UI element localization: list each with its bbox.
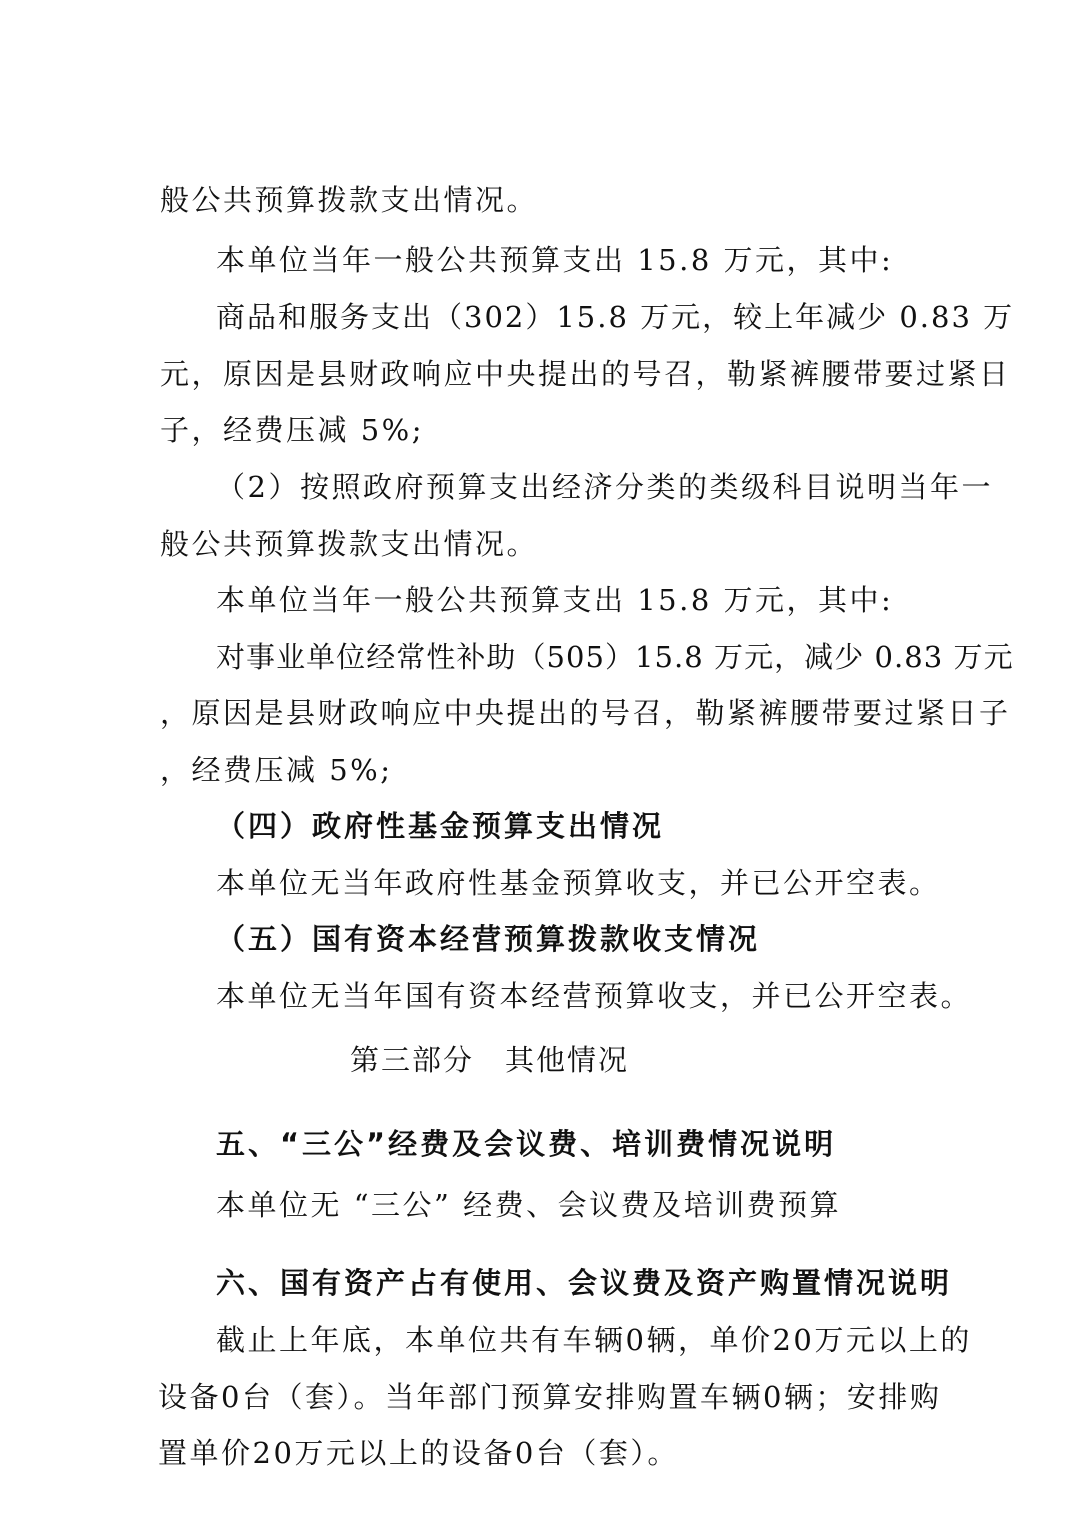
paragraph-line: 商品和服务支出（302）15.8 万元，较上年减少 0.83 万 <box>216 300 1015 334</box>
paragraph-line: 本单位无当年政府性基金预算收支，并已公开空表。 <box>216 866 941 900</box>
section-heading: （四）政府性基金预算支出情况 <box>216 809 665 843</box>
paragraph-line: ，原因是县财政响应中央提出的号召，勒紧裤腰带要过紧日子 <box>160 696 1011 730</box>
section-heading: 六、国有资产占有使用、会议费及资产购置情况说明 <box>216 1266 953 1300</box>
paragraph-line: 本单位当年一般公共预算支出 15.8 万元，其中: <box>216 583 894 617</box>
paragraph-line: 截止上年底，本单位共有车辆0辆，单价20万元以上的 <box>216 1323 972 1357</box>
paragraph-line: 元，原因是县财政响应中央提出的号召，勒紧裤腰带要过紧日 <box>160 357 1011 391</box>
paragraph-line: （2）按照政府预算支出经济分类的类级科目说明当年一 <box>216 470 993 504</box>
section-heading: （五）国有资本经营预算拨款收支情况 <box>216 922 761 956</box>
paragraph-line: 子，经费压减 5%; <box>160 413 424 447</box>
paragraph-line: ，经费压减 5%; <box>160 753 393 787</box>
paragraph-line: 对事业单位经常性补助（505）15.8 万元，减少 0.83 万元 <box>216 640 1014 674</box>
paragraph-line: 置单价20万元以上的设备0台（套）。 <box>158 1436 679 1470</box>
paragraph-line: 本单位无 “三公” 经费、会议费及培训费预算 <box>216 1188 842 1222</box>
paragraph-line: 般公共预算拨款支出情况。 <box>160 527 539 561</box>
paragraph-line: 本单位当年一般公共预算支出 15.8 万元，其中: <box>216 243 894 277</box>
section-heading: 五、“三公”经费及会议费、培训费情况说明 <box>216 1127 837 1161</box>
part-title: 第三部分 其他情况 <box>350 1043 630 1077</box>
paragraph-line: 本单位无当年国有资本经营预算收支，并已公开空表。 <box>216 979 973 1013</box>
paragraph-line: 般公共预算拨款支出情况。 <box>160 183 539 217</box>
paragraph-line: 设备0台（套）。当年部门预算安排购置车辆0辆；安排购 <box>158 1380 942 1414</box>
